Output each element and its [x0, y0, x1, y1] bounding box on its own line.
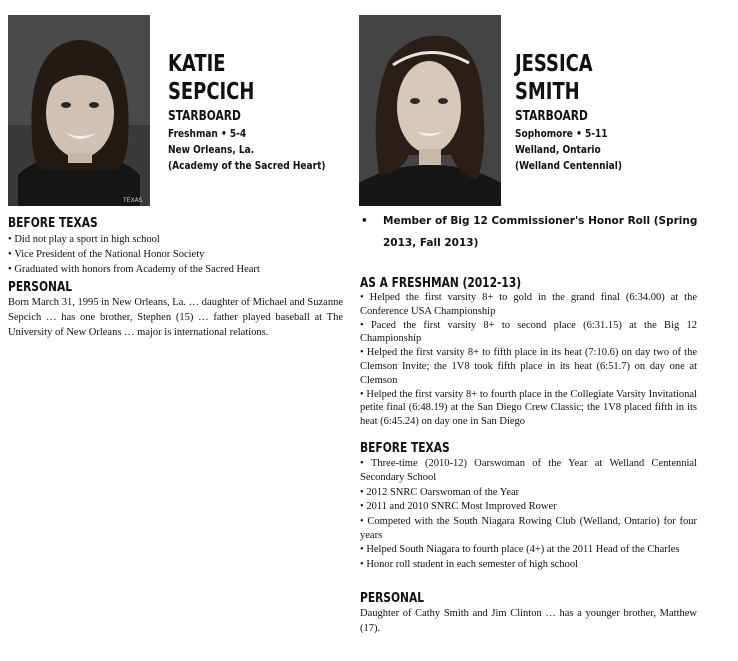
katie-sepcich-photo	[8, 15, 150, 206]
list-item: • Competed with the South Niagara Rowing Club (Welland, Ontario) for four years	[360, 515, 697, 544]
list-item: • 2012 SNRC Oarswoman of the Year	[360, 486, 697, 500]
list-item: • Helped the first varsity 8+ to fifth place in its heat (7:10.6) on day two of the Clemson Invite; the 1V8 took fifth place in its heat (6:51.7) on day one at Clemson	[360, 346, 697, 387]
katie-info	[168, 108, 326, 174]
position: STARBOARD	[515, 109, 588, 124]
katie-before-texas-list	[8, 232, 343, 277]
list-item: • Helped the first varsity 8+ to fourth place in the Collegiate Varsity Invitational petite final (6:48.19) at the San Diego Crew Classic; the 1V8 placed fifth in its heat (6:45.24) on day one in San Diego	[360, 388, 697, 429]
list-item: • Vice President of the National Honor Society	[8, 247, 343, 262]
bullet-icon: •	[361, 215, 368, 227]
list-item: • Did not play a sport in high school	[8, 232, 343, 247]
name-last: SMITH	[515, 79, 580, 105]
jessica-before-texas-list	[360, 457, 697, 572]
jessica-before-texas-heading: BEFORE TEXAS	[360, 441, 450, 456]
katie-before-texas-heading: BEFORE TEXAS	[8, 216, 98, 231]
list-item: • 2011 and 2010 SNRC Most Improved Rower	[360, 500, 697, 514]
list-item: • Graduated with honors from Academy of the Sacred Heart	[8, 262, 343, 277]
name-first: JESSICA	[515, 51, 593, 77]
katie-personal-heading: PERSONAL	[8, 280, 73, 295]
hometown: Welland, Ontario	[515, 143, 601, 156]
school: (Welland Centennial)	[515, 159, 622, 172]
list-item: • Paced the first varsity 8+ to second place (6:31.15) at the Big 12 Championship	[360, 319, 697, 347]
class-height: Freshman • 5-4	[168, 127, 247, 140]
jessica-name	[515, 50, 593, 106]
honor-roll-note	[361, 210, 713, 254]
name-first: KATIE	[168, 51, 226, 77]
class-height: Sophomore • 5-11	[515, 127, 608, 140]
list-item: • Honor roll student in each semester of high school	[360, 558, 697, 572]
jessica-smith-photo	[359, 15, 501, 206]
list-item: • Helped the first varsity 8+ to gold in the grand final (6:34.00) at the Conference USA Championship	[360, 291, 697, 319]
katie-personal-text: Born March 31, 1995 in New Orleans, La. … daughter of Michael and Suzanne Sepcich … has one brother, Stephen (15) … father played baseball at The University of New Orleans … major is international relations.	[8, 297, 343, 338]
jessica-personal-text: Daughter of Cathy Smith and Jim Clinton … has a younger brother, Matthew (17).	[360, 608, 697, 634]
list-item: • Three-time (2010-12) Oarswoman of the Year at Welland Centennial Secondary School	[360, 457, 697, 486]
katie-name	[168, 50, 254, 106]
list-item: • Helped South Niagara to fourth place (4+) at the 2011 Head of the Charles	[360, 543, 697, 557]
honor-roll-text: Member of Big 12 Commissioner's Honor Roll (Spring 2013, Fall 2013)	[383, 215, 698, 249]
jessica-info	[515, 108, 622, 174]
jessica-freshman-heading: AS A FRESHMAN (2012-13)	[360, 276, 522, 291]
school: (Academy of the Sacred Heart)	[168, 159, 326, 172]
name-last: SEPCICH	[168, 79, 255, 105]
position: STARBOARD	[168, 109, 241, 124]
hometown: New Orleans, La.	[168, 143, 255, 156]
jessica-personal-heading: PERSONAL	[360, 591, 425, 606]
jessica-freshman-list	[360, 291, 697, 429]
photo-shirt-text: TEXAS	[123, 197, 143, 204]
